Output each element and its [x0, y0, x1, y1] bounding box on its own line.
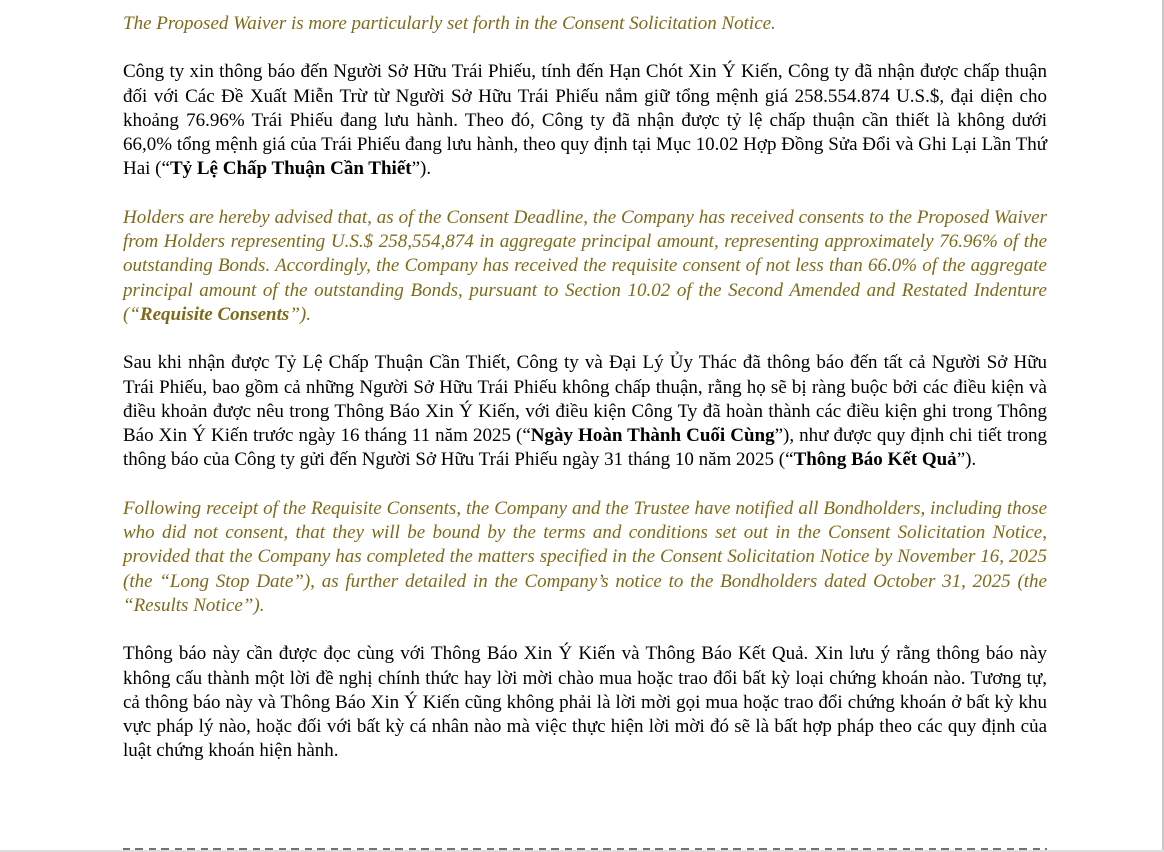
document-body: [123, 12, 1047, 764]
paragraph-text: The Proposed Waiver is more particularly set forth in the Consent Solicitation Notice.: [123, 13, 776, 34]
paragraph-en-bondholders-notified: [123, 497, 1047, 618]
paragraph-text: Công ty xin thông báo đến Người Sở Hữu Trái Phiếu, tính đến Hạn Chót Xin Ý Kiến, Công ty đã nhận được chấp thuận đối với Các Đề Xuất Miễn Trừ từ Người Sở Hữu Trái Phiếu nắm giữ tổng mệnh giá 258.554.874 U.S.$, đại diện cho khoảng 76.96% Trái Phiếu đang lưu hành. Theo đó, Công ty đã nhận được tỷ lệ chấp thuận cần thiết là không dưới 66,0% tổng mệnh giá của Trái Phiếu đang lưu hành, theo quy định tại Mục 10.02 Hợp Đồng Sửa Đổi và Ghi Lại Lần Thứ Hai (“: [123, 61, 1047, 180]
paragraph-text: Sau khi nhận được Tỷ Lệ Chấp Thuận Cần Thiết, Công ty và Đại Lý Ủy Thác đã thông báo đến tất cả Người Sở Hữu Trái Phiếu, bao gồm cả những Người Sở Hữu Trái Phiếu không chấp thuận, rằng họ sẽ bị ràng buộc bởi các điều kiện và điều khoản được nêu trong Thông Báo Xin Ý Kiến, với điều kiện Công Ty đã hoàn thành các điều kiện ghi trong Thông Báo Xin Ý Kiến trước ngày 16 tháng 11 năm 2025 (“: [123, 352, 1047, 447]
paragraph-text: Thông báo này cần được đọc cùng với Thông Báo Xin Ý Kiến và Thông Báo Kết Quả. Xin lưu ý rằng thông báo này không cấu thành một lời đề nghị chính thức hay lời mời chào mua hoặc trao đổi bất kỳ loại chứng khoán nào. Tương tự, cả thông báo này và Thông Báo Xin Ý Kiến cũng không phải là lời mời gọi mua hoặc trao đổi chứng khoán ở bất kỳ khu vực pháp lý nào, hoặc đối với bất kỳ cá nhân nào mà việc thực hiện lời mời đó sẽ là bất hợp pháp theo các quy định của luật chứng khoán hiện hành.: [123, 643, 1047, 762]
paragraph-text: Following receipt of the Requisite Consents, the Company and the Trustee have notified all Bondholders, including those who did not consent, that they will be bound by the terms and conditions set out in the Consent Solicitation Notice, provided that the Company has completed the matters specified in the Consent Solicitation Notice by November 16, 2025 (the “Long Stop Date”), as further detailed in the Company’s notice to the Bondholders dated October 31, 2025 (the “Results Notice”).: [123, 497, 1047, 616]
paragraph-text: ”), như được quy định chi tiết trong thông báo của Công ty gửi đến Người Sở Hữu Trái Phiếu ngày 31 tháng 10 năm 2025 (“: [123, 425, 1048, 471]
paragraph-text: ”).: [956, 449, 977, 471]
paragraph-en-proposed-waiver: [123, 12, 1047, 36]
paragraph-text: ”).: [411, 158, 432, 180]
defined-term: Ngày Hoàn Thành Cuối Cùng: [530, 425, 775, 447]
paragraph-text: Holders are hereby advised that, as of the Consent Deadline, the Company has received consents to the Proposed Waiver from Holders representing U.S.$ 258,554,874 in aggregate principal amount, representing approximately 76.96% of the outstanding Bonds. Accordingly, the Company has received the requisite consent of not less than 66.0% of the aggregate principal amount of the outstanding Bonds, pursuant to Section 10.02 of the Second Amended and Restated Indenture (“: [123, 206, 1047, 325]
defined-term: Tỷ Lệ Chấp Thuận Cần Thiết: [169, 158, 412, 180]
paragraph-text: ”).: [289, 303, 311, 325]
paragraph-vi-consent-received: [123, 60, 1047, 181]
paragraph-en-consent-received: [123, 206, 1047, 327]
paragraph-vi-bondholders-notified: [123, 351, 1047, 472]
defined-term: Requisite Consents: [139, 303, 290, 325]
paragraph-vi-disclaimer: [123, 642, 1047, 763]
defined-term: Thông Báo Kết Quả: [793, 449, 957, 471]
